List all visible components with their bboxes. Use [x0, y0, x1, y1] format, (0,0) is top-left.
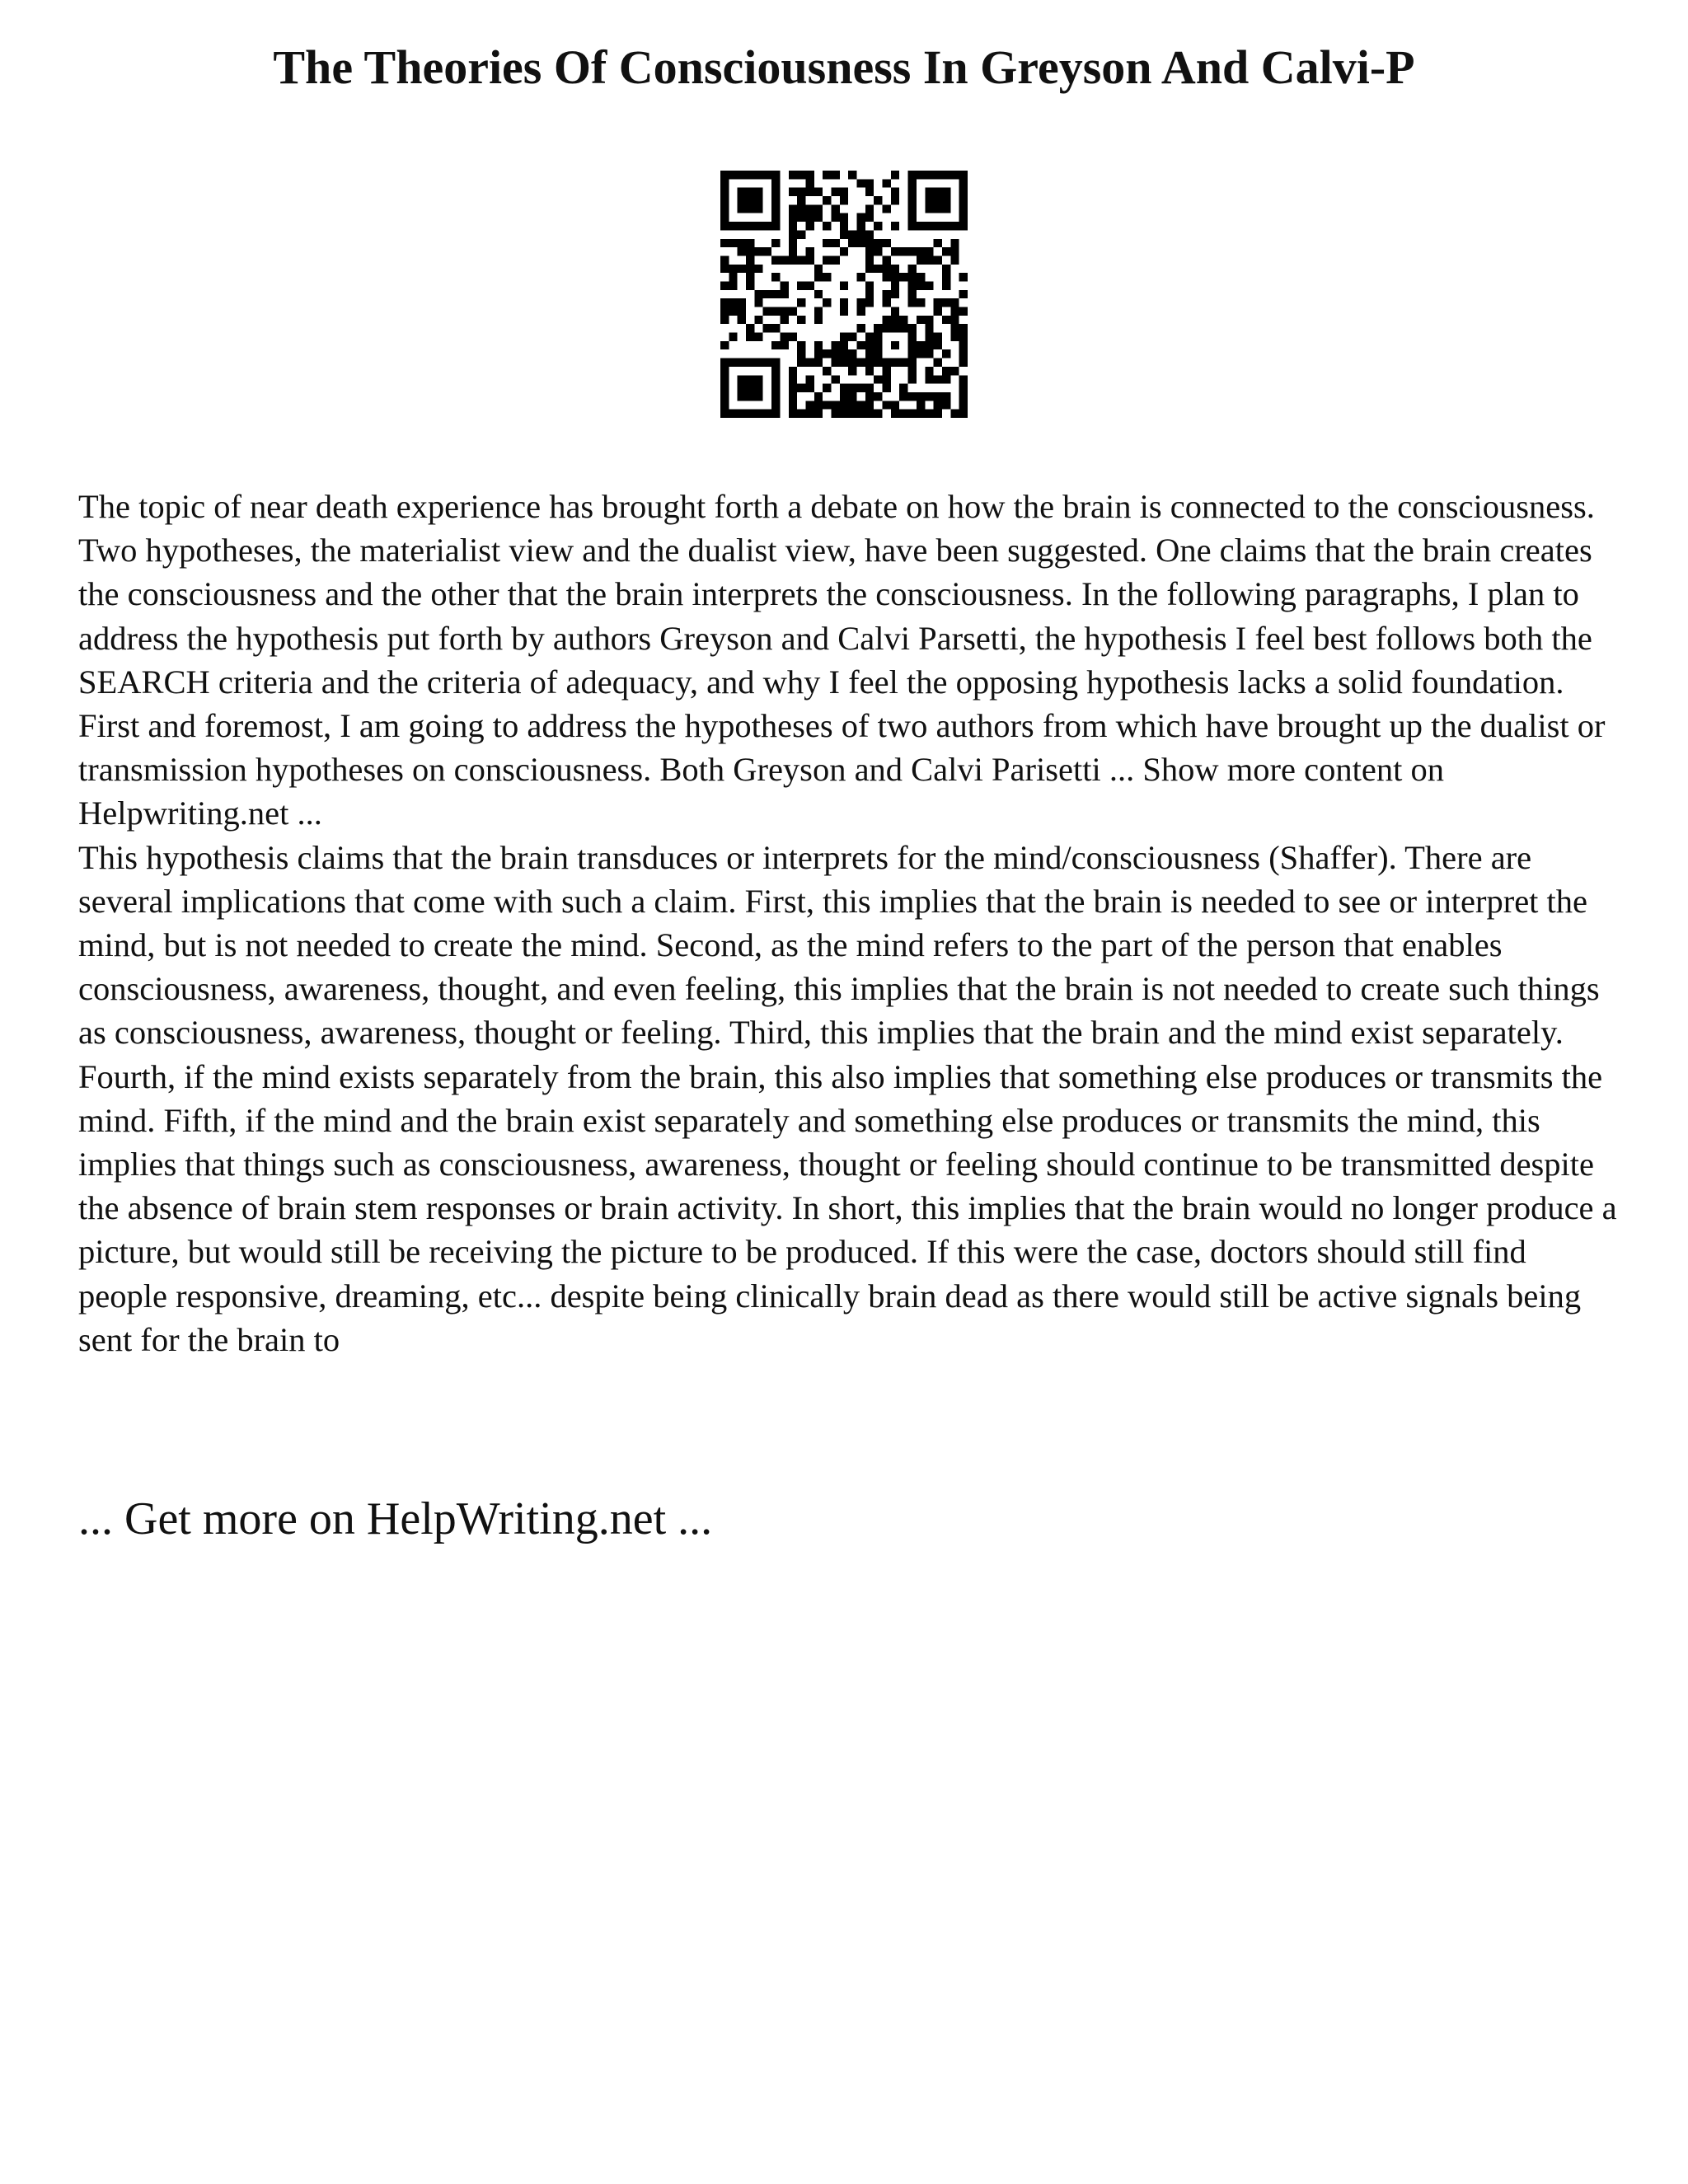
- get-more-link[interactable]: ... Get more on HelpWriting.net ...: [78, 1493, 713, 1544]
- paragraph-authors: First and foremost, I am going to address the hypotheses of two authors from which have brought up the dualist or transmission hypotheses on consciousness. Both Greyson and Calvi Parisetti ... Show more content on Helpwriting.net ...: [78, 707, 1606, 832]
- paragraph-intro: The topic of near death experience has brought forth a debate on how the brain is connected to the consciousness. Two hypotheses, the materialist view and the dualist view, have been suggested. One claims that the brain creates the consciousness and the other that the brain interprets the consciousness. In the following paragraphs, I plan to address the hypothesis put forth by authors Greyson and Calvi Parsetti, the hypothesis I feel best follows both the SEARCH criteria and the criteria of adequacy, and why I feel the opposing hypothesis lacks a solid foundation.: [78, 488, 1595, 701]
- document-body: [78, 485, 1620, 1361]
- paragraph-hypothesis: This hypothesis claims that the brain transduces or interprets for the mind/consciousness (Shaffer). There are several implications that come with such a claim. First, this implies that the brain is needed to see or interpret the mind, but is not needed to create the mind. Second, as the mind refers to the part of the person that enables consciousness, awareness, thought, and even feeling, this implies that the brain is not needed to create such things as consciousness, awareness, thought or feeling. Third, this implies that the brain and the mind exist separately. Fourth, if the mind exists separately from the brain, this also implies that something else produces or transmits the mind. Fifth, if the mind and the brain exist separately and something else produces or transmits the mind, this implies that things such as consciousness, awareness, thought or feeling should continue to be transmitted despite the absence of brain stem responses or brain activity. In short, this implies that the brain would no longer produce a picture, but would still be receiving the picture to be produced. If this were the case, doctors should still find people responsive, dreaming, etc... despite being clinically brain dead as there would still be active signals being sent for the brain to: [78, 838, 1617, 1358]
- qr-code-icon[interactable]: [720, 171, 968, 418]
- document-title: The Theories Of Consciousness In Greyson And Calvi-P: [273, 40, 1415, 94]
